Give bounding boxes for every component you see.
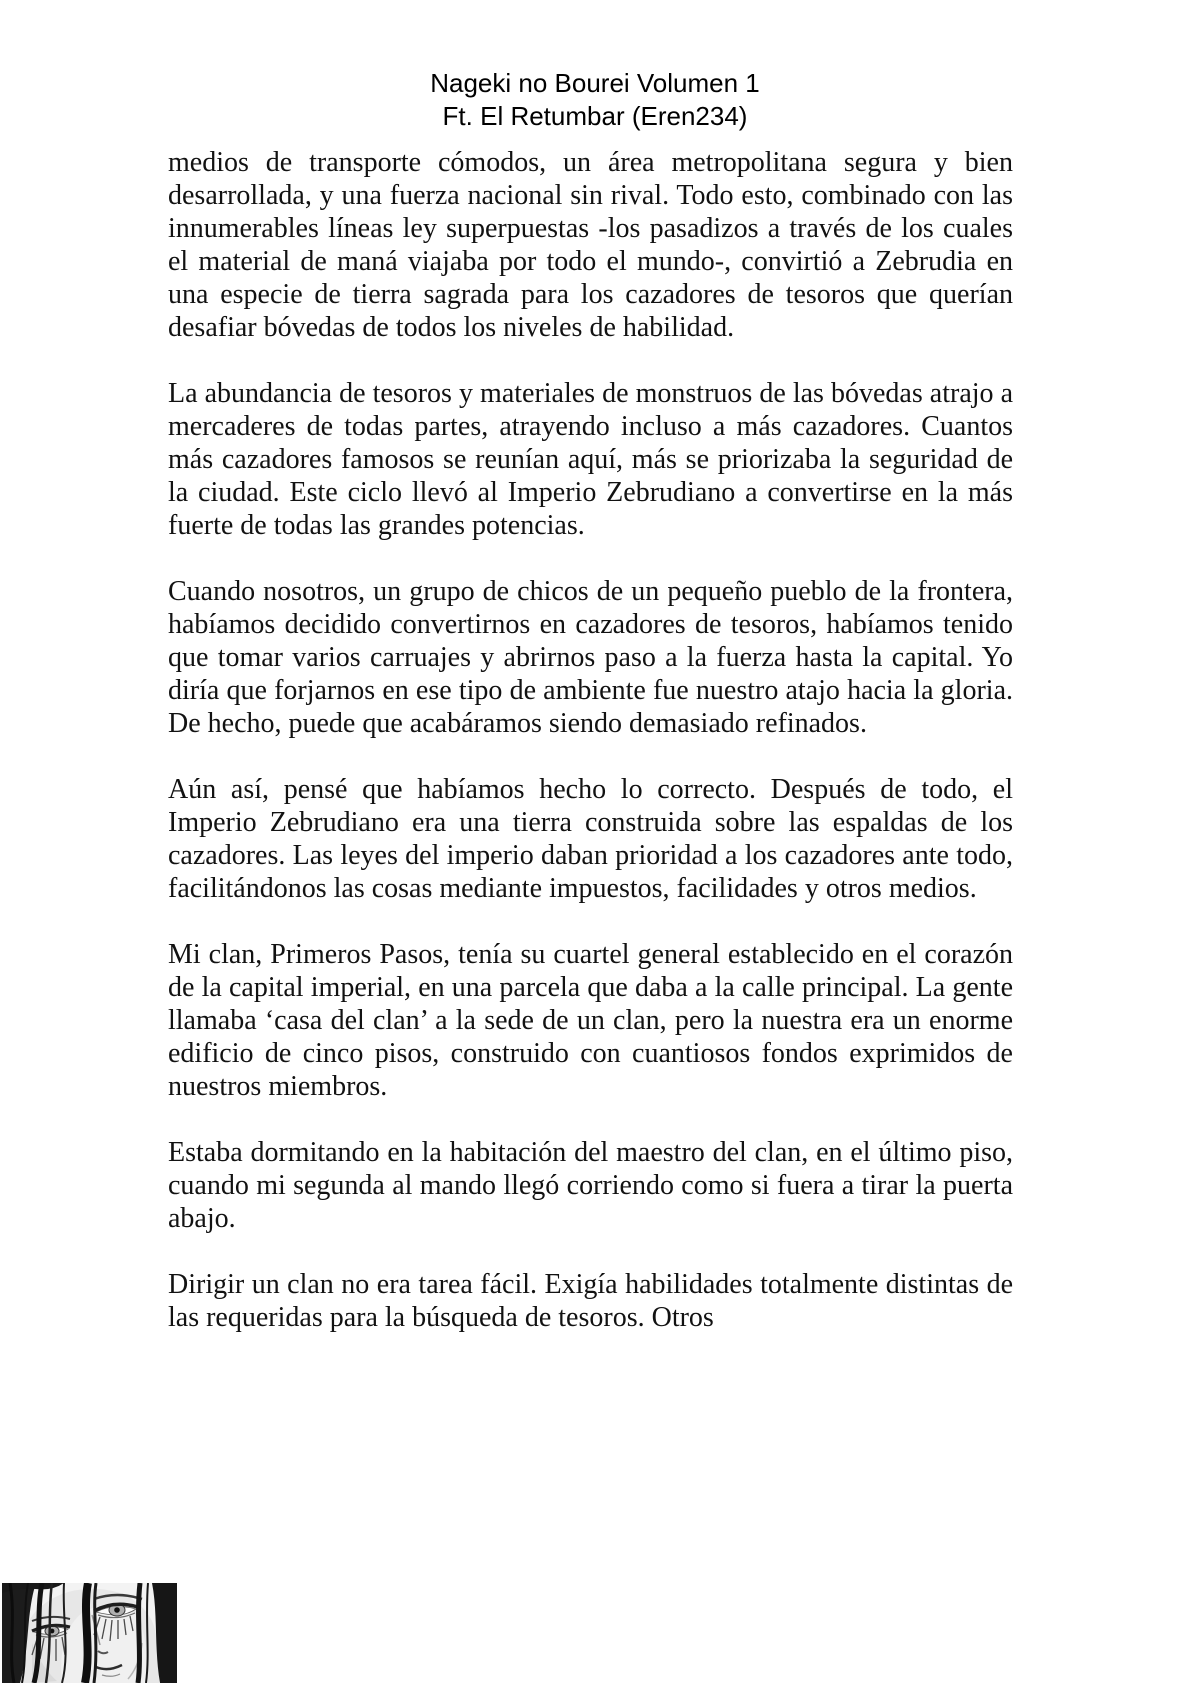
document-header — [0, 67, 1190, 133]
paragraph-5: Mi clan, Primeros Pasos, tenía su cuartel general establecido en el corazón de la capital imperial, en una parcela que daba a la calle principal. La gente llamaba ‘casa del clan’ a la sede de un clan, pero la nuestra era un enorme edificio de cinco pisos, construido con cuantiosos fondos exprimidos de nuestros miembros. — [168, 939, 1013, 1102]
document-body — [168, 146, 1013, 1367]
document-subtitle: Ft. El Retumbar (Eren234) — [442, 101, 748, 131]
paragraph-7: Dirigir un clan no era tarea fácil. Exigía habilidades totalmente distintas de las requeridas para la búsqueda de tesoros. Otros — [168, 1269, 1013, 1333]
manga-face-icon — [2, 1583, 177, 1683]
document-title: Nageki no Bourei Volumen 1 — [430, 68, 760, 98]
paragraph-3: Cuando nosotros, un grupo de chicos de un pequeño pueblo de la frontera, habíamos decidido convertirnos en cazadores de tesoros, habíamos tenido que tomar varios carruajes y abrirnos paso a la fuerza hasta la capital. Yo diría que forjarnos en ese tipo de ambiente fue nuestro atajo hacia la gloria. De hecho, puede que acabáramos siendo demasiado refinados. — [168, 576, 1013, 739]
paragraph-4: Aún así, pensé que habíamos hecho lo correcto. Después de todo, el Imperio Zebrudiano era una tierra construida sobre las espaldas de los cazadores. Las leyes del imperio daban prioridad a los cazadores ante todo, facilitándonos las cosas mediante impuestos, facilidades y otros medios. — [168, 774, 1013, 904]
paragraph-2: La abundancia de tesoros y materiales de monstruos de las bóvedas atrajo a mercaderes de todas partes, atrayendo incluso a más cazadores. Cuantos más cazadores famosos se reunían aquí, más se priorizaba la seguridad de la ciudad. Este ciclo llevó al Imperio Zebrudiano a convertirse en la más fuerte de todas las grandes potencias. — [168, 378, 1013, 541]
paragraph-1: medios de transporte cómodos, un área metropolitana segura y bien desarrollada, y una fuerza nacional sin rival. Todo esto, combinado con las innumerables líneas ley superpuestas -los pasadizos a través de los cuales el material de maná viajaba por todo el mundo-, convirtió a Zebrudia en una especie de tierra sagrada para los cazadores de tesoros que querían desafiar bóvedas de todos los niveles de habilidad. — [168, 147, 1013, 343]
manga-face-image — [2, 1583, 177, 1683]
paragraph-6: Estaba dormitando en la habitación del maestro del clan, en el último piso, cuando mi segunda al mando llegó corriendo como si fuera a tirar la puerta abajo. — [168, 1137, 1013, 1234]
